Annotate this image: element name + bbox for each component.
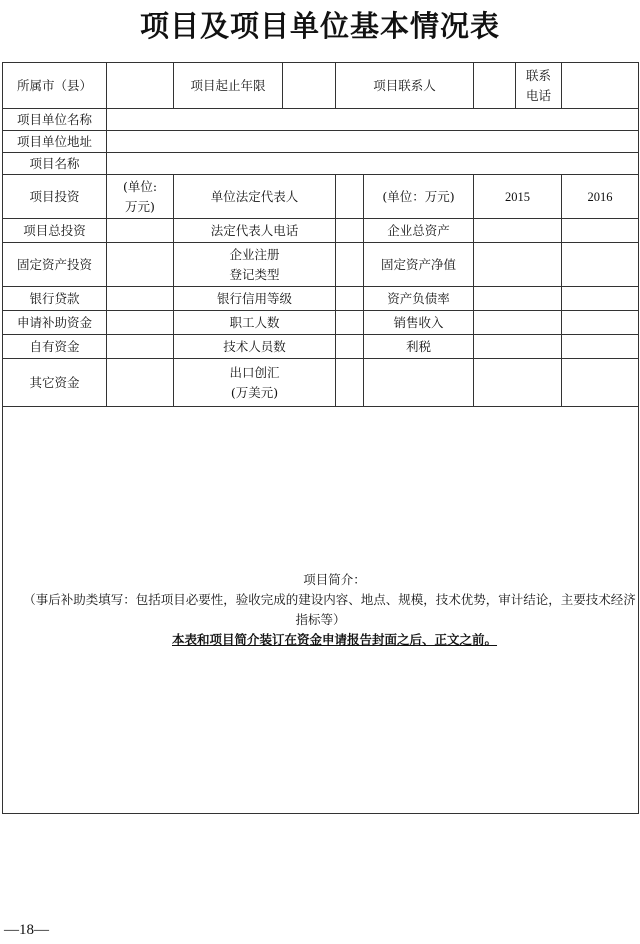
contact-field[interactable] [474, 63, 516, 109]
total-assets-label: 企业总资产 [364, 219, 474, 243]
phone-label-line-2: 电话 [526, 87, 552, 103]
profit-tax-label: 利税 [364, 335, 474, 359]
unit-note-right: (单位：万元) [364, 175, 474, 219]
page-number: —18— [4, 922, 49, 938]
sales-revenue-label: 销售收入 [364, 311, 474, 335]
contact-label: 项目联系人 [336, 63, 474, 109]
credit-rating-field[interactable] [336, 287, 364, 311]
year-2016-header: 2016 [562, 175, 639, 219]
bank-loan-field[interactable] [107, 287, 174, 311]
phone-label [516, 63, 562, 109]
export-earnings-line-1: 出口创汇 [229, 364, 280, 380]
period-label: 项目起止年限 [174, 63, 283, 109]
fixed-assets-2016-field[interactable] [562, 243, 639, 287]
unit-name-row [3, 109, 639, 131]
subsidy-field[interactable] [107, 311, 174, 335]
unit-name-field[interactable] [107, 109, 639, 131]
project-intro-area[interactable] [3, 407, 639, 814]
investment-unit-note-line-1: (单位: [122, 178, 158, 194]
export-earnings-label [174, 359, 336, 407]
project-info-table [2, 62, 639, 814]
unit-address-row [3, 131, 639, 153]
unit-name-label: 项目单位名称 [3, 109, 107, 131]
fixed-investment-label: 固定资产投资 [3, 243, 107, 287]
registration-type-label [174, 243, 336, 287]
other-funds-field[interactable] [107, 359, 174, 407]
fixed-investment-row [3, 243, 639, 287]
legal-rep-phone-field[interactable] [336, 219, 364, 243]
project-name-field[interactable] [107, 153, 639, 175]
city-label: 所属市（县） [3, 63, 107, 109]
debt-ratio-2016-field[interactable] [562, 287, 639, 311]
profit-tax-2016-field[interactable] [562, 335, 639, 359]
city-field[interactable] [107, 63, 174, 109]
total-investment-label: 项目总投资 [3, 219, 107, 243]
profit-tax-2015-field[interactable] [474, 335, 562, 359]
tech-staff-field[interactable] [336, 335, 364, 359]
other-funds-row [3, 359, 639, 407]
investment-unit-note-line-2: 万元) [125, 198, 155, 214]
investment-row [3, 175, 639, 219]
intro-row [3, 407, 639, 814]
registration-type-line-2: 登记类型 [229, 266, 280, 282]
other-blank-2015[interactable] [474, 359, 562, 407]
total-investment-field[interactable] [107, 219, 174, 243]
intro-binding-note: 本表和项目简介装订在资金申请报告封面之后、正文之前。 [172, 632, 498, 647]
phone-label-line-1: 联系 [526, 67, 552, 83]
total-assets-2015-field[interactable] [474, 219, 562, 243]
own-funds-row [3, 335, 639, 359]
own-funds-field[interactable] [107, 335, 174, 359]
registration-type-line-1: 企业注册 [229, 246, 280, 262]
unit-address-label: 项目单位地址 [3, 131, 107, 153]
subsidy-row [3, 311, 639, 335]
registration-type-field[interactable] [336, 243, 364, 287]
bank-loan-label: 银行贷款 [3, 287, 107, 311]
intro-description: （事后补助类填写：包括项目必要性，验收完成的建设内容、地点、规模，技术优势，审计结论，主要技术经济指标等） [23, 592, 636, 627]
fixed-assets-2015-field[interactable] [474, 243, 562, 287]
header-row [3, 63, 639, 109]
legal-rep-phone-label: 法定代表人电话 [174, 219, 336, 243]
other-blank-2016[interactable] [562, 359, 639, 407]
legal-rep-field[interactable] [336, 175, 364, 219]
investment-label: 项目投资 [3, 175, 107, 219]
credit-rating-label: 银行信用等级 [174, 287, 336, 311]
staff-count-field[interactable] [336, 311, 364, 335]
export-earnings-field[interactable] [336, 359, 364, 407]
investment-unit-note [107, 175, 174, 219]
fixed-investment-field[interactable] [107, 243, 174, 287]
debt-ratio-2015-field[interactable] [474, 287, 562, 311]
phone-field[interactable] [562, 63, 639, 109]
other-funds-label: 其它资金 [3, 359, 107, 407]
project-name-row [3, 153, 639, 175]
total-assets-2016-field[interactable] [562, 219, 639, 243]
project-name-label: 项目名称 [3, 153, 107, 175]
export-earnings-line-2: (万美元) [230, 384, 279, 400]
sales-revenue-2016-field[interactable] [562, 311, 639, 335]
subsidy-label: 申请补助资金 [3, 311, 107, 335]
period-field[interactable] [283, 63, 336, 109]
fixed-assets-net-label: 固定资产净值 [364, 243, 474, 287]
tech-staff-label: 技术人员数 [174, 335, 336, 359]
staff-count-label: 职工人数 [174, 311, 336, 335]
other-blank-1[interactable] [364, 359, 474, 407]
debt-ratio-label: 资产负债率 [364, 287, 474, 311]
unit-address-field[interactable] [107, 131, 639, 153]
own-funds-label: 自有资金 [3, 335, 107, 359]
page-title: 项目及项目单位基本情况表 [139, 9, 500, 43]
sales-revenue-2015-field[interactable] [474, 311, 562, 335]
legal-rep-label: 单位法定代表人 [174, 175, 336, 219]
total-investment-row [3, 219, 639, 243]
intro-title: 项目简介： [303, 572, 366, 587]
bank-loan-row [3, 287, 639, 311]
year-2015-header: 2015 [474, 175, 562, 219]
